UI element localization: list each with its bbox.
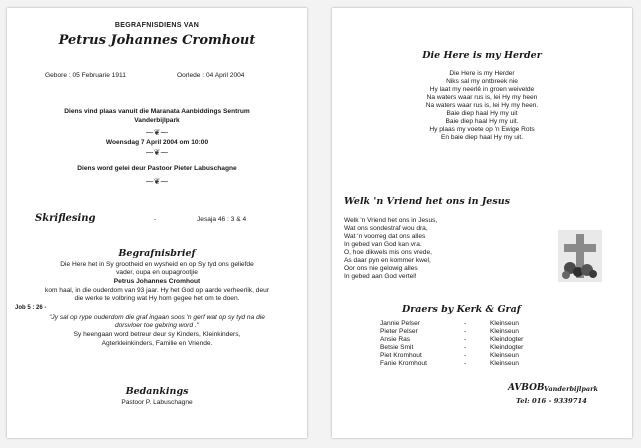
survivors-line: Agterkleinkinders, Familie en Vriende. xyxy=(101,340,213,347)
scripture-reference: Job 5 : 26 - xyxy=(15,305,47,311)
psalm-line: Baie diep haal Hy my uit. xyxy=(445,118,519,125)
bearer-name: Jannie Pelser xyxy=(380,320,420,327)
bearer-row xyxy=(380,360,523,368)
psalm-title: Die Here is my Herder xyxy=(422,50,542,61)
bearer-row xyxy=(380,328,523,336)
bearer-row xyxy=(380,320,523,328)
bearer-relation: Kleindogter xyxy=(490,344,524,351)
bearer-name: Pieter Pelser xyxy=(380,328,418,335)
hymn-line: Wat 'n voorreg dat ons alles xyxy=(344,233,426,240)
service-venue-city: Vanderbijlpark xyxy=(134,117,180,124)
bearer-relation: Kleinseun xyxy=(490,328,519,335)
hymn-line: O, hoe dikwels mis ons vrede, xyxy=(344,249,432,256)
psalm-line: Baie diep haal Hy my uit xyxy=(446,110,518,117)
service-leader: Diens word gelei deur Pastoor Pieter Labuschagne xyxy=(77,165,237,172)
bearer-dash: - xyxy=(464,352,467,359)
bearer-row xyxy=(380,344,523,352)
left-page xyxy=(7,8,307,438)
psalm-line: Niks sal my ontbreek nie xyxy=(446,78,518,85)
bearers-list xyxy=(380,320,523,368)
deceased-name: Petrus Johannes Cromhout xyxy=(58,33,256,48)
bearer-relation: Kleindogter xyxy=(490,336,524,343)
thanks-name: Pastoor P. Labuschagne xyxy=(121,399,193,406)
funeral-home-phone: Tel: 016 - 9339714 xyxy=(516,397,587,405)
service-date-time: Woensdag 7 April 2004 om 10:00 xyxy=(105,139,209,146)
psalm-line: Na waters waar rus is, lei Hy my heen. xyxy=(425,102,539,109)
death-date: Oorlede : 04 April 2004 xyxy=(177,72,245,79)
psalm-line: En baie diep haal Hy my uit. xyxy=(440,134,524,141)
scripture-quote: dorsvloer toe gebring word ." xyxy=(114,322,200,329)
hymn-line: In gebed aan God vertel! xyxy=(344,273,417,280)
bearer-dash: - xyxy=(464,344,467,351)
funeral-home-city: Vanderbijlpark xyxy=(544,385,599,393)
hymn-title: Welk 'n Vriend het ons in Jesus xyxy=(344,196,510,207)
bearer-row xyxy=(380,352,523,360)
bearer-dash: - xyxy=(464,336,467,343)
obituary-line: Die Here het in Sy grootheid en wysheid en op Sy tyd ons geliefde xyxy=(60,261,254,268)
hymn-line: Oor ons nie gelowig alles xyxy=(344,265,418,272)
ornament-divider: ⁓❦⁓ xyxy=(145,128,169,137)
bearer-name: Ansie Ras xyxy=(380,336,411,343)
bearer-relation: Kleinseun xyxy=(490,360,519,367)
bearers-title: Draers by Kerk & Graf xyxy=(402,304,521,315)
obituary-line: vader, oupa en oupagrootjie xyxy=(116,269,198,276)
psalm-line: Die Here is my Herder xyxy=(449,70,515,77)
bearer-dash: - xyxy=(464,320,467,327)
bearer-name: Piet Kromhout xyxy=(380,352,422,359)
obituary-name: Petrus Johannes Cromhout xyxy=(113,278,201,285)
hymn-line: Wat ons sondestraf wou dra, xyxy=(344,225,428,232)
service-venue: Diens vind plaas vanuit die Maranata Aanbiddings Sentrum xyxy=(64,108,250,115)
thanks-title: Bedankings xyxy=(125,386,189,397)
reading-title: Skriflesing xyxy=(35,213,96,224)
scripture-quote: "Jy sal op rype ouderdom die graf ingaan soos 'n gerf wat op sy tyd na die xyxy=(49,314,265,321)
bearer-name: Fanie Kromhout xyxy=(380,360,427,367)
ornament-divider: ⁓❦⁓ xyxy=(145,148,169,157)
bearer-dash: - xyxy=(464,360,467,367)
hymn-line: As daar pyn en kommer kwel, xyxy=(344,257,431,264)
reading-dash: - xyxy=(154,216,157,223)
reading-reference: Jesaja 46 : 3 & 4 xyxy=(197,216,247,223)
psalm-line: Na waters waar rus is, lei Hy my heen xyxy=(426,94,538,101)
psalm-line: Hy laat my neerlê in groen weivelde xyxy=(429,86,535,93)
bearer-dash: - xyxy=(464,328,467,335)
hymn-line: In gebed van God kan vra. xyxy=(344,241,422,248)
ornament-divider: ⁓❦⁓ xyxy=(145,177,169,186)
obituary-title: Begrafnisbrief xyxy=(118,248,196,259)
service-header: BEGRAFNISDIENS VAN xyxy=(114,22,200,29)
obituary-line: die werke te volbring wat Hy hom gegee het om te doen. xyxy=(74,295,240,302)
bearer-row xyxy=(380,336,523,344)
hymn-line: Welk 'n Vriend het ons in Jesus, xyxy=(344,217,438,224)
bearer-relation: Kleinseun xyxy=(490,320,519,327)
cross-flowers-icon xyxy=(558,230,602,282)
birth-date: Gebore : 05 Februarie 1911 xyxy=(45,72,126,79)
psalm-line: Hy plaas my voete op 'n Ewige Rots xyxy=(429,126,535,133)
bearer-relation: Kleinseun xyxy=(490,352,519,359)
survivors-line: Sy heengaan word betreur deur sy Kinders, Kleinkinders, xyxy=(73,331,241,338)
obituary-line: kom haal, in die ouderdom van 93 jaar. Hy het God op aarde verheerlik, deur xyxy=(45,287,269,294)
funeral-home-name: AVBOB xyxy=(508,383,545,393)
right-page xyxy=(332,8,632,438)
bearer-name: Betsie Smit xyxy=(380,344,414,351)
